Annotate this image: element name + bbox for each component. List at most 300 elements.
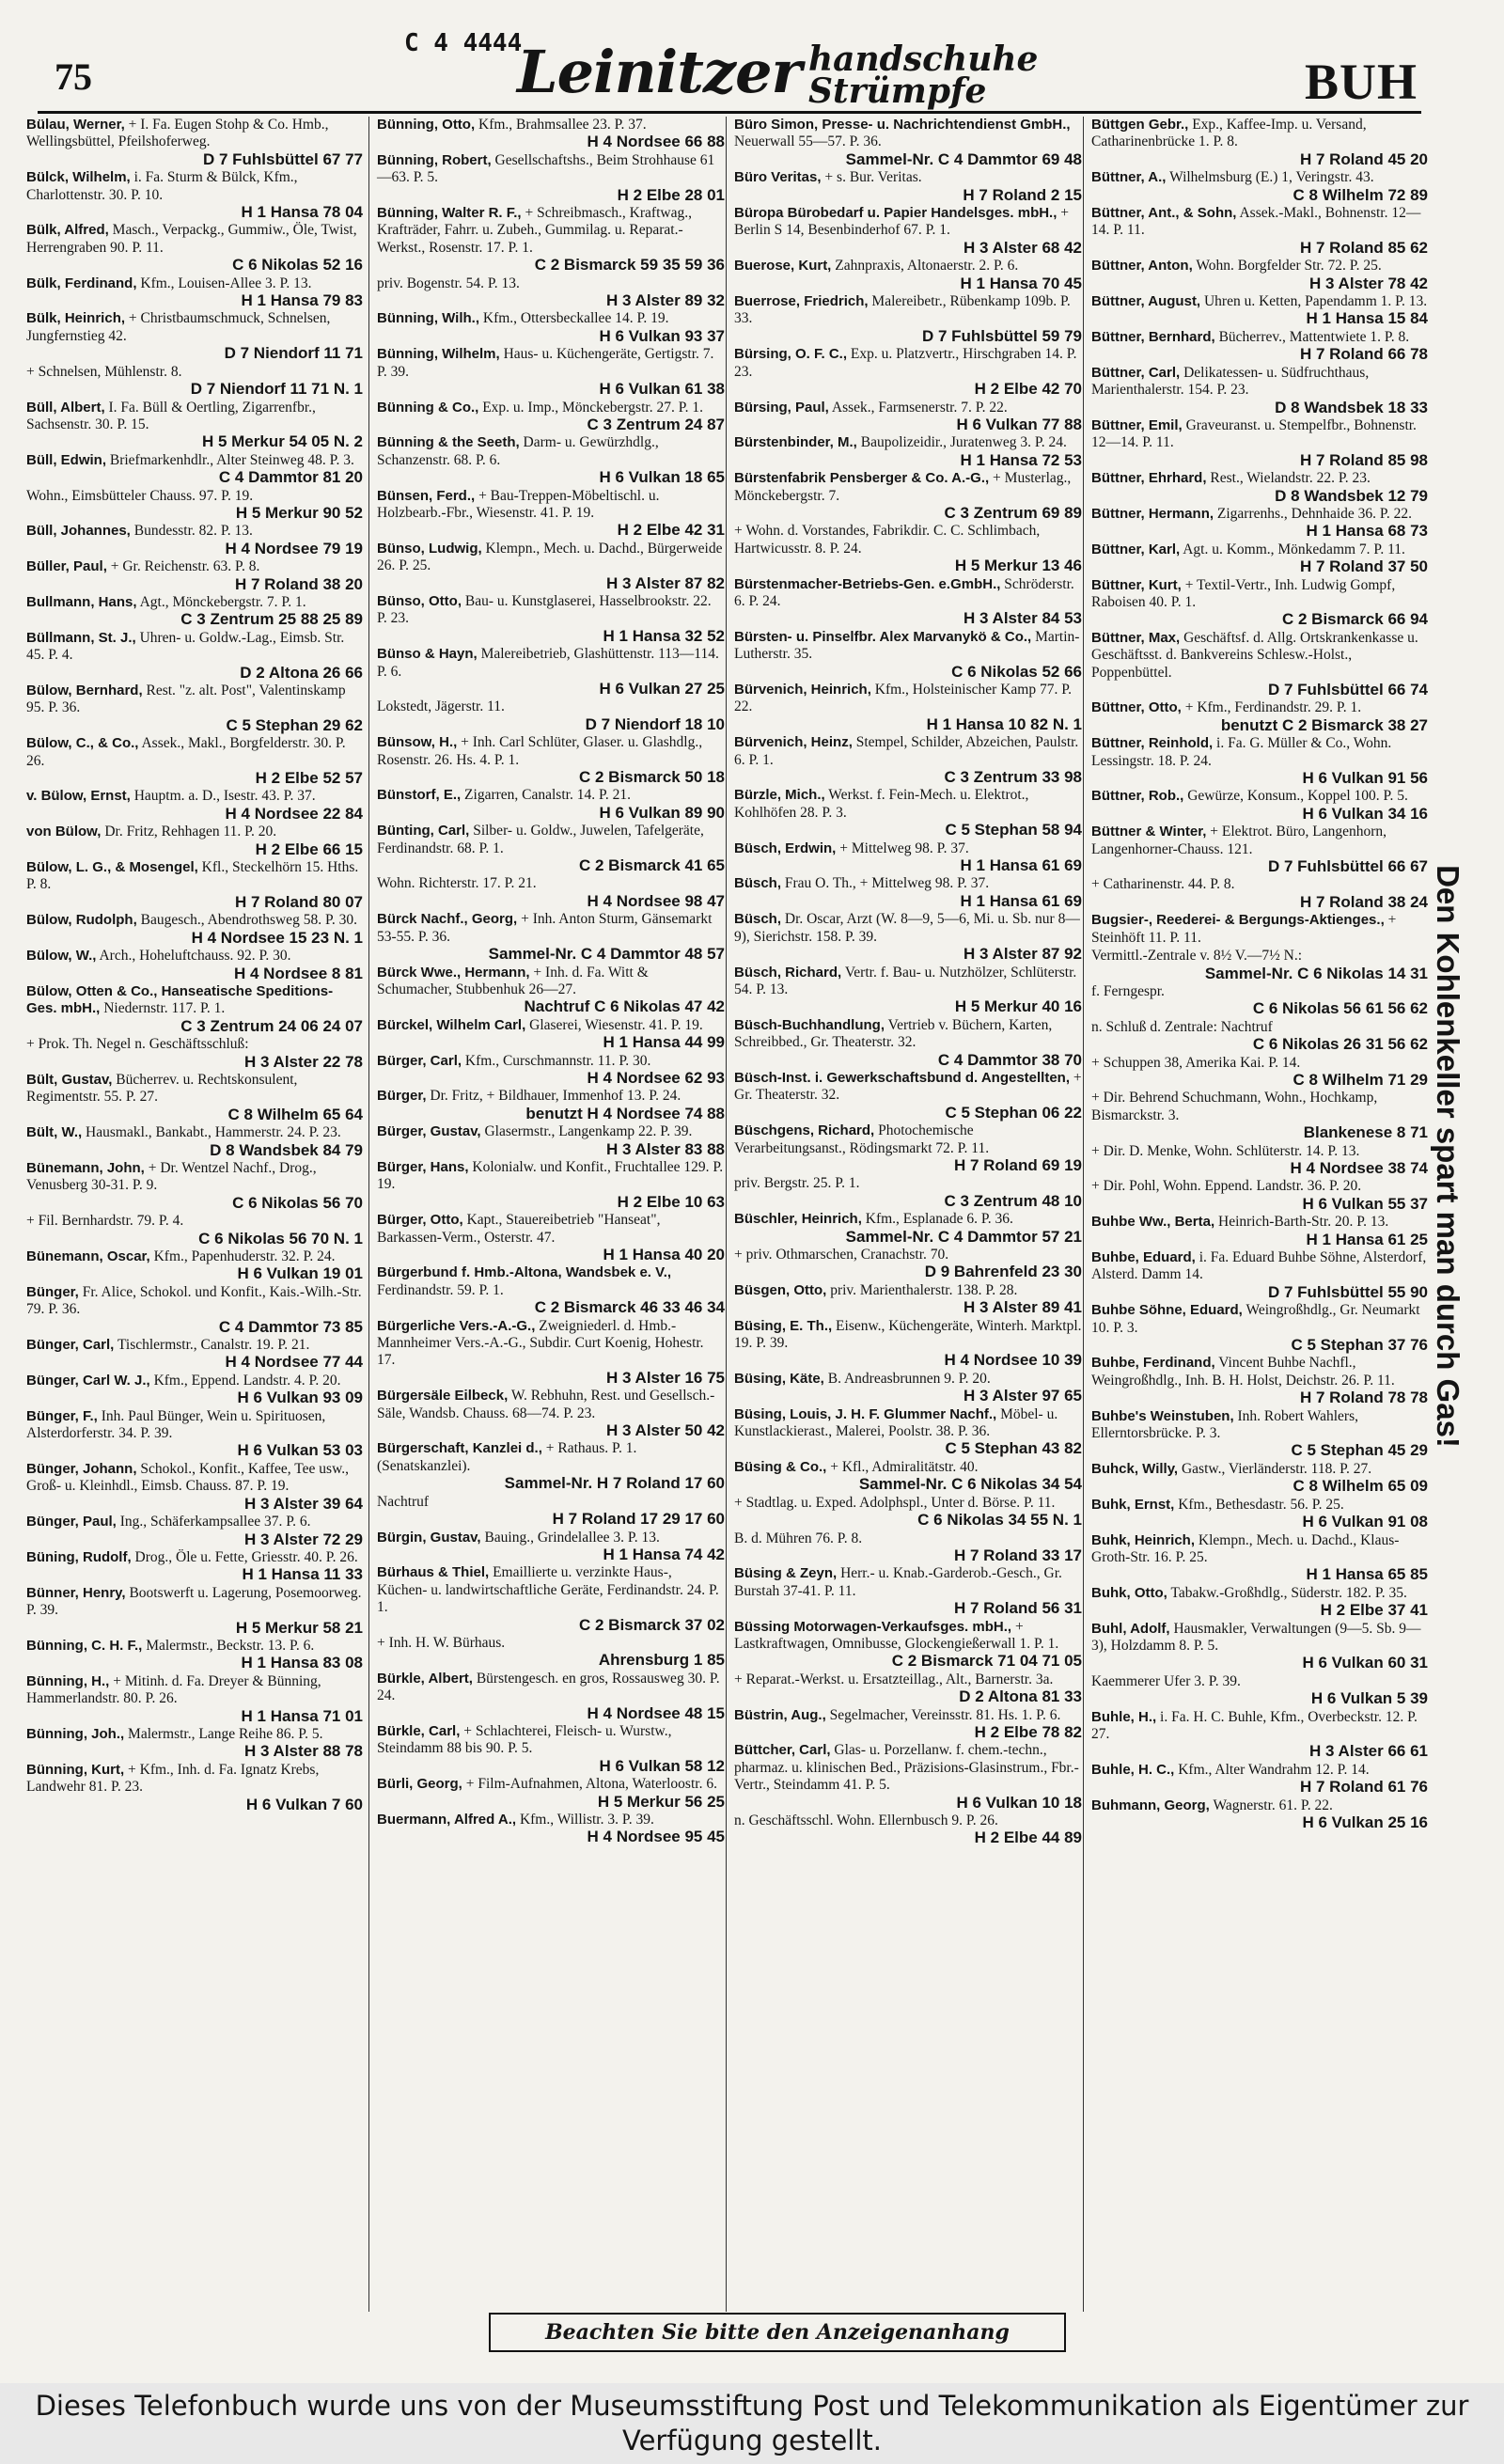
directory-entry [26, 310, 363, 362]
entry-name: Bünso & Hayn, [377, 646, 478, 663]
entry-phone: H 6 Vulkan 91 08 [1302, 1513, 1428, 1531]
directory-entry [377, 823, 725, 874]
entry-details: + Christbaumschmuck, Schnelsen, Jungfernstieg 42. [26, 310, 331, 344]
entry-phone: H 3 Alster 97 65 [964, 1387, 1082, 1405]
entry-phone: H 4 Nordsee 10 39 [944, 1351, 1082, 1370]
entry-name: Büttner, Otto, [1091, 699, 1182, 716]
entry-phone: C 3 Zentrum 33 98 [944, 768, 1082, 787]
entry-phone: H 3 Alster 22 78 [244, 1052, 363, 1071]
entry-name: Büttner, Ehrhard, [1091, 470, 1207, 487]
page-number: 75 [55, 55, 92, 98]
directory-entry [1091, 1214, 1428, 1248]
entry-name: Bült, W., [26, 1124, 83, 1141]
entry-name: Büsch, [734, 911, 782, 928]
entry-phone: H 7 Roland 38 20 [234, 574, 363, 593]
directory-entry [377, 965, 725, 1016]
entry-phone: C 8 Wilhelm 65 64 [227, 1105, 363, 1123]
entry-details: Gesellschaftshs., Beim Strohhause 61—63. P. 5. [377, 151, 715, 186]
directory-entry [377, 310, 725, 345]
entry-name: Bünger, Carl, [26, 1337, 115, 1354]
entry-phone: H 7 Roland 66 78 [1299, 345, 1428, 364]
entry-phone: H 5 Merkur 13 46 [954, 557, 1082, 575]
entry-details: Baugesch., Abendrothsweg 58. P. 30. [140, 912, 357, 929]
entry-name: Bürstenmacher-Betriebs-Gen. e.GmbH., [734, 575, 1001, 592]
entry-details: Wohn. Borgfelder Str. 72. P. 25. [1196, 258, 1382, 275]
directory-entry [26, 400, 363, 451]
entry-name: Buhk, Otto, [1091, 1584, 1167, 1601]
directory-entry [377, 434, 725, 486]
entry-phone: Sammel-Nr. H 7 Roland 17 60 [504, 1474, 725, 1493]
entry-name: Bürzle, Mich., [734, 787, 825, 804]
entry-name: Büttcher, Carl, [734, 1742, 831, 1759]
entry-phone: H 3 Alster 68 42 [964, 238, 1082, 257]
entry-details: + Dir. Behrend Schuchmann, Wohn., Hochkamp, Bismarckstr. 3. [1091, 1090, 1378, 1123]
entry-details: Inh. Robert Wahlers, Ellerntorsbrücke. P. 3. [1091, 1407, 1358, 1442]
entry-name: Buhmann, Georg, [1091, 1797, 1210, 1813]
entry-phone: C 6 Nikolas 34 55 N. 1 [917, 1511, 1082, 1530]
entry-name: Büttner, Anton, [1091, 258, 1193, 275]
directory-entry [26, 1638, 363, 1672]
entry-phone: H 3 Alster 87 92 [964, 945, 1082, 964]
entry-phone: C 3 Zentrum 48 10 [944, 1191, 1082, 1210]
entry-details: Eisenw., Küchengeräte, Winterh. Marktpl. 19. P. 39. [734, 1317, 1082, 1352]
entry-phone: H 7 Roland 38 24 [1299, 892, 1428, 911]
directory-entry [1091, 1055, 1428, 1090]
entry-details: Frau O. Th., + Mittelweg 98. P. 37. [784, 875, 990, 892]
entry-phone: C 3 Zentrum 69 89 [944, 503, 1082, 522]
entry-phone: H 3 Alster 89 41 [964, 1298, 1082, 1317]
entry-phone: C 5 Stephan 43 82 [945, 1439, 1082, 1458]
entry-details: Werkst. f. Fein-Mech. u. Elektrot., Kohlhöfen 28. P. 3. [734, 787, 1029, 821]
entry-phone: H 2 Elbe 37 41 [1320, 1601, 1428, 1620]
entry-phone: H 4 Nordsee 48 15 [587, 1703, 725, 1722]
entry-phone: H 1 Hansa 78 04 [241, 203, 363, 222]
entry-name: Bülk, Heinrich, [26, 310, 126, 327]
entry-name: Büro Veritas, [734, 169, 822, 186]
entry-name: Bürli, Georg, [377, 1776, 462, 1793]
directory-entry [1091, 1621, 1428, 1672]
entry-details: Schröderstr. 6. P. 24. [734, 575, 1074, 609]
entry-name: Büsing, E. Th., [734, 1317, 833, 1334]
entry-phone: H 3 Alster 88 78 [244, 1742, 363, 1761]
directory-entry [734, 734, 1082, 786]
entry-name: Bünning, Wilh., [377, 310, 480, 327]
entry-phone: C 6 Nikolas 56 61 56 62 [1252, 999, 1428, 1018]
entry-details: W. Rebhuhn, Rest. und Gesellsch.-Säle, Wandsb. Chauss. 68—74. P. 23. [377, 1388, 715, 1421]
directory-entry [1091, 258, 1428, 292]
entry-phone: Sammel-Nr. C 6 Nikolas 34 54 [858, 1475, 1082, 1494]
entry-phone: H 2 Elbe 44 89 [974, 1828, 1082, 1847]
directory-entry [1091, 1762, 1428, 1797]
entry-details: + Schlachterei, Fleisch- u. Wurstw., Steindamm 88 bis 90. P. 5. [377, 1722, 672, 1757]
entry-details: + Elektrot. Büro, Langenhorn, Langenhorner-Chauss. 121. [1091, 824, 1387, 857]
entry-name: Bünso, Ludwig, [377, 540, 482, 557]
entry-details: + Prok. Th. Negel n. Geschäftsschluß: [26, 1036, 249, 1053]
entry-details: Geschäftsf. d. Allg. Ortskrankenkasse u. Geschäftsst. d. Bankvereins Schlesw.-Holst., Poppenbüttel. [1091, 629, 1418, 681]
entry-phone: D 7 Fuhlsbüttel 67 77 [202, 149, 363, 168]
entry-phone: D 7 Fuhlsbüttel 55 90 [1267, 1282, 1428, 1301]
directory-entry [377, 1017, 725, 1052]
entry-details: Kfm., Esplanade 6. P. 36. [865, 1211, 1013, 1228]
entry-details: Exp., Kaffee-Imp. u. Versand, Catharinenbrücke 1. P. 8. [1091, 117, 1367, 150]
entry-details: priv. Bergstr. 25. P. 1. [734, 1175, 860, 1192]
directory-entry [26, 1337, 363, 1372]
entry-phone: D 8 Wandsbek 84 79 [210, 1140, 363, 1159]
entry-name: Buhle, H., [1091, 1708, 1157, 1725]
entry-details: n. Schluß d. Zentrale: Nachtruf [1091, 1018, 1273, 1035]
entry-name: Bünting, Carl, [377, 823, 470, 840]
entry-phone: H 1 Hansa 70 45 [960, 274, 1082, 292]
entry-name: Büsing & Co., [734, 1458, 827, 1475]
entry-name: Büsch-Inst. i. Gewerkschaftsbund d. Angestellten, [734, 1069, 1071, 1086]
entry-name: Buhl, Adolf, [1091, 1620, 1170, 1637]
directory-entry [377, 1159, 725, 1211]
entry-details: Gastw., Vierländerstr. 118. P. 27. [1181, 1460, 1372, 1477]
directory-entry [377, 646, 725, 698]
entry-details: Malermstr., Lange Reihe 86. P. 5. [128, 1725, 323, 1742]
entry-details: Uhren u. Ketten, Papendamm 1. P. 13. [1203, 293, 1428, 310]
directory-entry [26, 169, 363, 221]
entry-phone: H 6 Vulkan 34 16 [1302, 804, 1428, 823]
entry-phone: D 7 Fuhlsbüttel 59 79 [921, 326, 1082, 345]
directory-entry [734, 400, 1082, 434]
entry-phone: H 6 Vulkan 93 09 [237, 1389, 363, 1407]
directory-entry [734, 346, 1082, 398]
entry-phone: H 5 Merkur 90 52 [235, 503, 363, 522]
entry-details: priv. Bogenstr. 54. P. 13. [377, 275, 520, 291]
entry-phone: H 7 Roland 33 17 [953, 1546, 1082, 1564]
directory-entry [377, 1723, 725, 1775]
entry-name: Bürger, Gustav, [377, 1123, 481, 1140]
entry-phone: H 1 Hansa 44 99 [603, 1033, 725, 1052]
entry-details: + Schuppen 38, Amerika Kai. P. 14. [1091, 1054, 1301, 1071]
entry-details: + Musterlag., Mönckebergstr. 7. [734, 470, 1072, 504]
entry-phone: H 1 Hansa 65 85 [1306, 1565, 1428, 1584]
entry-name: Büll, Edwin, [26, 451, 106, 468]
entry-name: Buhk, Heinrich, [1091, 1531, 1196, 1548]
directory-entry [26, 523, 363, 557]
entry-details: Malermstr., Beckstr. 13. P. 6. [146, 1637, 315, 1654]
entry-name: Bülow, L. G., & Mosengel, [26, 859, 198, 876]
entry-details: Agt., Mönckebergstr. 7. P. 1. [139, 593, 306, 610]
entry-details: + priv. Othmarschen, Cranachstr. 70. [734, 1247, 949, 1263]
directory-entry [734, 629, 1082, 681]
entry-name: Büropa Bürobedarf u. Papier Handelsges. mbH., [734, 205, 1058, 222]
entry-phone: Nachtruf C 6 Nikolas 47 42 [524, 997, 725, 1016]
entry-details: Delikatessen- u. Südfruchthaus, Marienthalerstr. 154. P. 23. [1091, 364, 1370, 399]
entry-name: Bürgin, Gustav, [377, 1529, 481, 1546]
directory-entry [377, 488, 725, 540]
directory-entry [26, 1213, 363, 1248]
entry-phone: benutzt H 4 Nordsee 74 88 [525, 1104, 725, 1122]
directory-entry [377, 1494, 725, 1529]
entry-phone: H 7 Roland 85 98 [1299, 450, 1428, 469]
entry-details: + Dir. Pohl, Wohn. Eppend. Landstr. 36. P. 20. [1091, 1178, 1362, 1195]
entry-name: Büsing, Käte, [734, 1370, 824, 1387]
entry-details: Assek.-Makl., Bohnenstr. 12—14. P. 11. [1091, 205, 1421, 239]
entry-phone: D 8 Wandsbek 12 79 [1275, 486, 1428, 505]
entry-details: Graveuranst. u. Stempelfbr., Bohnenstr. 12—14. P. 11. [1091, 416, 1417, 451]
directory-entry [1091, 1797, 1428, 1832]
entry-details: + I. Fa. Eugen Stohp & Co. Hmb., Wellingsbüttel, Pfeilshoferweg. [26, 117, 329, 150]
entry-phone: C 2 Bismarck 50 18 [579, 768, 725, 787]
entry-details: Kfm., Louisen-Allee 3. P. 13. [140, 275, 312, 291]
directory-entry [734, 434, 1082, 469]
ad-brand: Leinitzer [517, 38, 802, 106]
entry-phone: benutzt C 2 Bismarck 38 27 [1220, 715, 1428, 734]
entry-name: Bülow, Otten & Co., Hanseatische Speditions-Ges. mbH., [26, 982, 334, 1017]
entry-name: Buhck, Willy, [1091, 1460, 1179, 1477]
directory-entry [26, 630, 363, 682]
directory-entry [26, 364, 363, 399]
directory-entry [734, 1247, 1082, 1281]
directory-entry [1091, 948, 1428, 982]
entry-name: Bürger, Carl, [377, 1052, 462, 1069]
directory-entry [377, 1053, 725, 1088]
entry-name: Büttner, Reinhold, [1091, 735, 1214, 752]
entry-phone: H 6 Vulkan 77 88 [956, 415, 1082, 433]
directory-entry [1091, 630, 1428, 699]
entry-details: Nachtruf [377, 1493, 430, 1510]
entry-details: + s. Bur. Veritas. [824, 169, 922, 186]
entry-details: + Inh. Anton Sturm, Gänsemarkt 53-55. P. 36. [377, 911, 713, 945]
directory-entry [734, 1406, 1082, 1458]
entry-phone: H 6 Vulkan 19 01 [237, 1264, 363, 1283]
directory-entry [377, 1671, 725, 1722]
entry-details: + Steinhöft 11. P. 11. [1091, 912, 1397, 946]
directory-entry [377, 911, 725, 963]
entry-name: Bünning, Kurt, [26, 1761, 125, 1778]
entry-name: Bülk, Alfred, [26, 222, 109, 239]
entry-name: Büsch-Buchhandlung, [734, 1016, 885, 1033]
entry-name: Büttner, Bernhard, [1091, 328, 1215, 345]
entry-details: priv. Marienthalerstr. 138. P. 28. [830, 1281, 1018, 1298]
entry-details: Glas- u. Porzellanw. f. chem.-techn., pharmaz. u. klinischen Bed., Präzisions-Glasinstrum., Fbr.-Vertr., Steindamm 41. P. 5. [734, 1742, 1079, 1794]
directory-entry [1091, 117, 1428, 168]
entry-name: Büschler, Heinrich, [734, 1211, 862, 1228]
entry-name: Büssing Motorwagen-Verkaufsges. mbH., [734, 1618, 1012, 1635]
entry-phone: H 6 Vulkan 89 90 [599, 803, 725, 822]
entry-phone: C 6 Nikolas 56 70 N. 1 [198, 1229, 363, 1248]
directory-entry [377, 1088, 725, 1122]
entry-phone: C 5 Stephan 29 62 [226, 715, 363, 734]
directory-entry [377, 1123, 725, 1158]
entry-name: Büttner, Hermann, [1091, 505, 1214, 522]
entry-phone: D 2 Altona 26 66 [240, 663, 363, 682]
directory-entry [734, 117, 1082, 168]
entry-details: n. Geschäftsschl. Wohn. Ellernbusch 9. P. 26. [734, 1813, 998, 1828]
entry-details: Silber- u. Goldw., Juwelen, Tafelgeräte, Ferdinandstr. 68. P. 1. [377, 823, 704, 856]
directory-entry [1091, 1532, 1428, 1584]
entry-phone: H 7 Roland 45 20 [1299, 149, 1428, 168]
entry-details: Vermittl.-Zentrale v. 8½ V.—7½ N.: [1091, 948, 1303, 965]
entry-details: Glasermstr., Langenkamp 22. P. 39. [484, 1123, 693, 1140]
entry-details: Photochemische Verarbeitungsanst., Rödingsmarkt 72. P. 11. [734, 1122, 990, 1156]
entry-details: Briefmarkenhdlr., Alter Steinweg 48. P. 3. [109, 451, 354, 468]
entry-details: Kfm., Willistr. 3. P. 39. [519, 1812, 654, 1828]
directory-entry [734, 911, 1082, 963]
entry-phone: H 4 Nordsee 22 84 [225, 804, 363, 823]
entry-phone: H 6 Vulkan 25 16 [1302, 1813, 1428, 1831]
entry-phone: Blankenese 8 71 [1303, 1123, 1428, 1142]
entry-name: Bürsing, Paul, [734, 399, 829, 416]
entry-name: Bürsten- u. Pinselfbr. Alex Marvanykö & Co., [734, 628, 1032, 645]
entry-name: Bürkle, Carl, [377, 1722, 461, 1739]
entry-details: i. Fa. H. C. Buhle, Kfm., Overbeckstr. 12. P. 27. [1091, 1708, 1418, 1742]
entry-details: i. Fa. Sturm & Bülck, Kfm., Charlottenstr. 30. P. 10. [26, 169, 298, 203]
entry-name: Bünger, Johann, [26, 1460, 137, 1477]
entry-details: + Rathaus. P. 1. (Senatskanzlei). [377, 1440, 637, 1474]
entry-phone: D 8 Wandsbek 18 33 [1275, 398, 1428, 416]
entry-phone: H 7 Roland 61 76 [1299, 1778, 1428, 1797]
header-advertisement [395, 30, 1053, 115]
entry-phone: C 6 Nikolas 26 31 56 62 [1252, 1035, 1428, 1054]
directory-entry [734, 1459, 1082, 1494]
directory-entry [26, 1248, 363, 1283]
directory-entry [1091, 169, 1428, 204]
entry-name: Buhbe Ww., Berta, [1091, 1214, 1215, 1231]
entry-name: Bürvenich, Heinrich, [734, 682, 871, 698]
entry-name: v. Bülow, Ernst, [26, 788, 131, 805]
entry-details: Bauing., Grindelallee 3. P. 13. [484, 1529, 660, 1546]
entry-phone: H 1 Hansa 72 53 [960, 450, 1082, 469]
entry-name: Bürgersäle Eilbeck, [377, 1388, 509, 1405]
entry-name: Büro Simon, Presse- u. Nachrichtendienst GmbH., [734, 117, 1071, 133]
entry-phone: C 8 Wilhelm 72 89 [1292, 185, 1428, 204]
entry-details: Martin-Lutherstr. 35. [734, 628, 1080, 663]
entry-name: Büsch, [734, 875, 782, 892]
directory-entry [734, 1371, 1082, 1405]
directory-entry [377, 275, 725, 310]
directory-entry [377, 400, 725, 434]
entry-name: Buhbe, Eduard, [1091, 1249, 1196, 1265]
entry-details: Heinrich-Barth-Str. 20. P. 13. [1218, 1214, 1389, 1231]
entry-phone: C 5 Stephan 37 76 [1291, 1336, 1428, 1355]
entry-details: Kfm., Alter Wandrahm 12. P. 14. [1178, 1761, 1370, 1778]
footer-credit: Dieses Telefonbuch wurde uns von der Museumsstiftung Post und Telekommunikation als Eigentümer zur Verfügung gestellt. [0, 2383, 1504, 2464]
directory-entry [1091, 1585, 1428, 1620]
entry-name: Büller, Paul, [26, 558, 107, 575]
entry-details: Hausmakler, Verwaltungen (9—5. Sb. 9—3), Holzdamm 8. P. 5. [1091, 1620, 1421, 1654]
entry-name: Bürgerliche Vers.-A.-G., [377, 1317, 536, 1334]
entry-name: Buhbe Söhne, Eduard, [1091, 1302, 1243, 1319]
entry-phone: H 6 Vulkan 61 38 [599, 380, 725, 399]
entry-details: Schokol., Konfit., Kaffee, Tee usw., Groß- u. Kleinhdl., Eimsb. Chauss. 87. P. 19. [26, 1460, 349, 1495]
directory-entry [26, 983, 363, 1035]
directory-entry [26, 824, 363, 858]
entry-name: Büning, Rudolf, [26, 1548, 132, 1565]
entry-details: Ing., Schäferkampsallee 37. P. 6. [119, 1514, 311, 1530]
entry-details: + Inh. d. Fa. Witt & Schumacher, Stubbenhuk 26—27. [377, 964, 649, 997]
entry-name: Büsgen, Otto, [734, 1281, 827, 1298]
directory-entry [734, 1530, 1082, 1565]
directory-entry [26, 788, 363, 823]
directory-entry [26, 1160, 363, 1212]
entry-name: Buhk, Ernst, [1091, 1496, 1175, 1513]
entry-phone: H 6 Vulkan 53 03 [237, 1441, 363, 1460]
entry-details: Wilhelmsburg (E.) 1, Veringstr. 43. [1169, 169, 1374, 186]
entry-details: Rest. "z. alt. Post", Valentinskamp 95. P. 36. [26, 683, 346, 716]
entry-name: Bülow, Rudolph, [26, 912, 137, 929]
entry-phone: C 8 Wilhelm 71 29 [1292, 1070, 1428, 1089]
entry-details: + Bau-Treppen-Möbeltischl. u. Holzbearb.-Fbr., Wiesenstr. 41. P. 19. [377, 487, 660, 521]
entry-name: Bürger, Otto, [377, 1212, 463, 1229]
entry-phone: H 1 Hansa 15 84 [1306, 309, 1428, 328]
entry-details: Kaemmerer Ufer 3. P. 39. [1091, 1672, 1241, 1689]
directory-entry [734, 576, 1082, 628]
entry-name: Bünger, [26, 1283, 79, 1300]
directory-entry [1091, 506, 1428, 541]
entry-details: Haus- u. Küchengeräte, Gertigstr. 7. P. 39. [377, 346, 714, 380]
directory-entry [26, 1036, 363, 1071]
directory-entry [734, 258, 1082, 292]
entry-phone: D 7 Niendorf 11 71 N. 1 [190, 380, 363, 399]
entry-name: Bugsier-, Reederei- & Bergungs-Aktienges., [1091, 912, 1385, 929]
directory-entry [26, 948, 363, 982]
directory-entry [734, 293, 1082, 345]
directory-entry [26, 1673, 363, 1725]
entry-phone: H 1 Hansa 71 01 [241, 1706, 363, 1725]
directory-entry [26, 594, 363, 629]
entry-name: Bünning, Walter R. F., [377, 205, 522, 222]
entry-phone: H 4 Nordsee 79 19 [225, 539, 363, 557]
entry-phone: C 4 Dammtor 81 20 [218, 468, 363, 487]
directory-entry [377, 205, 725, 275]
entry-phone: H 6 Vulkan 18 65 [599, 468, 725, 487]
entry-phone: C 6 Nikolas 52 66 [951, 662, 1082, 681]
entry-phone: H 4 Nordsee 98 47 [587, 891, 725, 910]
entry-details: Tabakw.-Großhdlg., Süderstr. 182. P. 35. [1170, 1584, 1407, 1601]
entry-phone: H 2 Elbe 66 15 [255, 840, 363, 858]
directory-entry [377, 1776, 725, 1811]
entry-details: Wohn. Richterstr. 17. P. 21. [377, 875, 537, 892]
entry-phone: D 7 Niendorf 11 71 [224, 344, 363, 363]
entry-name: Bürck Nachf., Georg, [377, 911, 518, 928]
entry-details: Stempel, Schilder, Abzeichen, Paulstr. 6. P. 1. [734, 734, 1079, 768]
entry-name: Büschgens, Richard, [734, 1122, 875, 1139]
entry-name: Büttner & Winter, [1091, 824, 1207, 840]
entry-phone: H 6 Vulkan 55 37 [1302, 1194, 1428, 1213]
entry-phone: H 7 Roland 56 31 [953, 1599, 1082, 1618]
entry-details: + Gr. Reichenstr. 63. P. 8. [110, 558, 260, 575]
directory-entry [1091, 365, 1428, 416]
entry-phone: C 4 Dammtor 38 70 [937, 1050, 1082, 1069]
entry-details: Masch., Verpackg., Gummiw., Öle, Twist, Herrengraben 90. P. 11. [26, 222, 357, 256]
entry-phone: H 3 Alster 50 42 [606, 1421, 725, 1440]
entry-phone: H 2 Elbe 42 31 [617, 521, 725, 540]
directory-entry [26, 275, 363, 310]
ad-tagline: handschuhe Strümpfe [808, 39, 1039, 111]
entry-phone: H 6 Vulkan 10 18 [956, 1793, 1082, 1812]
column-1 [26, 117, 367, 2312]
entry-phone: H 1 Hansa 10 82 N. 1 [926, 714, 1082, 733]
entry-details: Zahnpraxis, Altonaerstr. 2. P. 6. [835, 258, 1019, 275]
entry-name: Bürck Wwe., Hermann, [377, 964, 530, 981]
entry-details: Bücherrev. u. Rechtskonsulent, Regimentstr. 55. P. 27. [26, 1071, 298, 1106]
entry-name: Büttner, Karl, [1091, 541, 1181, 557]
entry-name: Büttner, Max, [1091, 629, 1181, 646]
directory-entry [1091, 417, 1428, 469]
entry-details: Darm- u. Gewürzhdlg., Schanzenstr. 68. P. 6. [377, 434, 659, 468]
entry-phone: C 3 Zentrum 24 06 24 07 [180, 1016, 363, 1035]
entry-details: Niedernstr. 117. P. 1. [103, 1000, 226, 1017]
directory-entry [734, 1017, 1082, 1069]
entry-name: Bürstenbinder, M., [734, 434, 857, 451]
entry-details: + Schnelsen, Mühlenstr. 8. [26, 363, 182, 380]
entry-name: Büsing, Louis, J. H. F. Glummer Nachf., [734, 1405, 997, 1422]
entry-phone: D 9 Bahrenfeld 23 30 [924, 1263, 1082, 1281]
entry-details: Vertr. f. Bau- u. Nutzhölzer, Schlüterstr. 54. P. 13. [734, 964, 1077, 997]
